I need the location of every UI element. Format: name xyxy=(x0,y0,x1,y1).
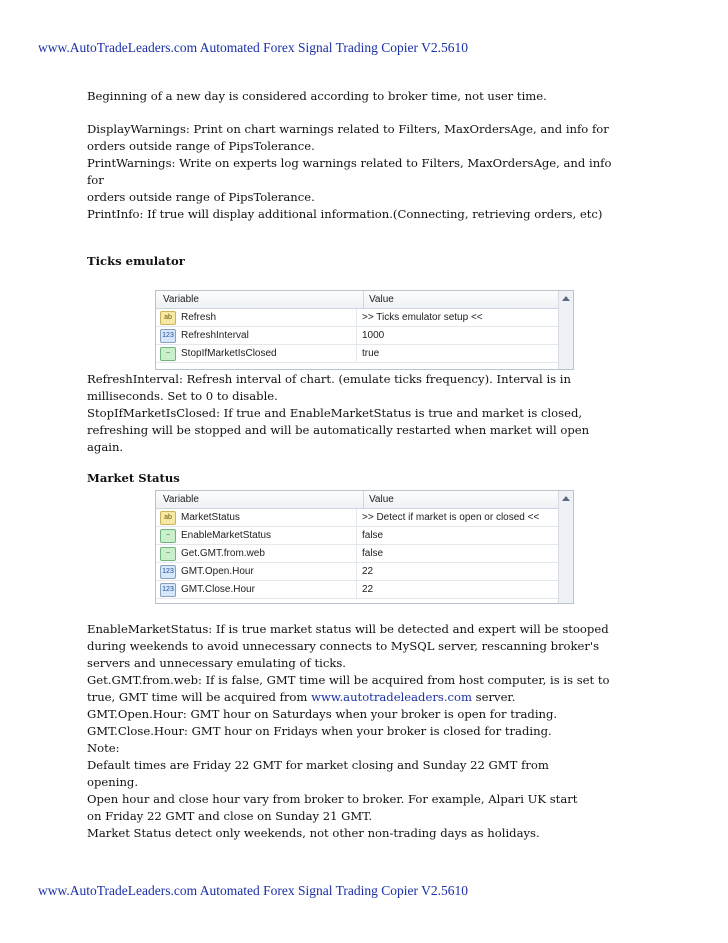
variable-name: RefreshInterval xyxy=(181,330,249,341)
variable-name: GMT.Close.Hour xyxy=(181,584,255,595)
grid-scrollbar[interactable] xyxy=(558,291,573,369)
string-type-icon: ab xyxy=(160,311,176,325)
bool-type-icon: ~ xyxy=(160,347,176,361)
grid-row-market-status[interactable] xyxy=(156,509,573,527)
text-line: StopIfMarketIsClosed: If true and EnableMarketStatus is true and market is closed, xyxy=(87,406,583,420)
text-line: Note: xyxy=(87,741,120,755)
variable-name: StopIfMarketIsClosed xyxy=(181,348,277,359)
text-line: refreshing will be stopped and will be automatically restarted when market will open xyxy=(87,423,590,437)
number-type-icon: 123 xyxy=(160,329,176,343)
variable-value[interactable]: 22 xyxy=(362,584,374,595)
text-segment: server. xyxy=(471,690,516,704)
string-type-icon: ab xyxy=(160,511,176,525)
text-line: DisplayWarnings: Print on chart warnings related to Filters, MaxOrdersAge, and info for xyxy=(87,122,609,136)
variable-name: Get.GMT.from.web xyxy=(181,548,265,559)
day-start-text: Beginning of a new day is considered according to broker time, not user time. xyxy=(87,89,547,103)
scroll-up-arrow-icon[interactable] xyxy=(562,496,570,501)
market-status-heading: Market Status xyxy=(87,471,180,485)
bool-type-icon: ~ xyxy=(160,529,176,543)
ticks-description xyxy=(87,371,647,456)
text-line: for xyxy=(87,173,104,187)
grid-header-row xyxy=(156,491,573,509)
grid-row-refresh-interval[interactable] xyxy=(156,327,573,345)
text-line: Get.GMT.from.web: If is false, GMT time will be acquired from host computer, is is set to xyxy=(87,673,610,687)
text-line: again. xyxy=(87,440,124,454)
text-line: Open hour and close hour vary from broker to broker. For example, Alpari UK start xyxy=(87,792,578,806)
text-line: orders outside range of PipsTolerance. xyxy=(87,190,315,204)
text-line: GMT.Open.Hour: GMT hour on Saturdays when your broker is open for trading. xyxy=(87,707,558,721)
variable-value[interactable]: false xyxy=(362,530,384,541)
market-description xyxy=(87,621,647,842)
page-header: www.AutoTradeLeaders.com Automated Forex Signal Trading Copier V2.5610 xyxy=(38,40,468,55)
warnings-block xyxy=(87,121,647,223)
column-header-variable[interactable]: Variable xyxy=(156,491,364,508)
text-line: orders outside range of PipsTolerance. xyxy=(87,139,315,153)
text-line: opening. xyxy=(87,775,139,789)
autotradeleaders-link[interactable]: www.autotradeleaders.com xyxy=(311,690,472,704)
variable-value[interactable]: >> Ticks emulator setup << xyxy=(362,312,483,323)
grid-row-get-gmt-from-web[interactable] xyxy=(156,545,573,563)
grid-row-gmt-open-hour[interactable] xyxy=(156,563,573,581)
variable-value[interactable]: false xyxy=(362,548,384,559)
market-settings-grid xyxy=(155,490,574,604)
variable-value[interactable]: 1000 xyxy=(362,330,385,341)
text-line: GMT.Close.Hour: GMT hour on Fridays when your broker is closed for trading. xyxy=(87,724,552,738)
variable-value[interactable]: true xyxy=(362,348,380,359)
ticks-emulator-heading: Ticks emulator xyxy=(87,254,185,268)
grid-row-gmt-close-hour[interactable] xyxy=(156,581,573,599)
grid-header-row xyxy=(156,291,573,309)
text-line: milliseconds. Set to 0 to disable. xyxy=(87,389,278,403)
ticks-settings-grid xyxy=(155,290,574,370)
text-line: on Friday 22 GMT and close on Sunday 21 GMT. xyxy=(87,809,373,823)
text-line: RefreshInterval: Refresh interval of chart. (emulate ticks frequency). Interval is in xyxy=(87,372,571,386)
number-type-icon: 123 xyxy=(160,565,176,579)
variable-value[interactable]: 22 xyxy=(362,566,374,577)
column-header-variable[interactable]: Variable xyxy=(156,291,364,308)
variable-name: Refresh xyxy=(181,312,217,323)
variable-value[interactable]: >> Detect if market is open or closed << xyxy=(362,512,540,523)
variable-name: GMT.Open.Hour xyxy=(181,566,254,577)
text-line: EnableMarketStatus: If is true market status will be detected and expert will be stooped xyxy=(87,622,609,636)
grid-row-stop-if-market-closed[interactable] xyxy=(156,345,573,363)
grid-row-refresh[interactable] xyxy=(156,309,573,327)
bool-type-icon: ~ xyxy=(160,547,176,561)
page-footer: www.AutoTradeLeaders.com Automated Forex Signal Trading Copier V2.5610 xyxy=(38,883,468,898)
text-line: PrintWarnings: Write on experts log warnings related to Filters, MaxOrdersAge, and info xyxy=(87,156,612,170)
grid-row-enable-market-status[interactable] xyxy=(156,527,573,545)
text-line-with-link xyxy=(87,689,647,706)
intro-paragraph xyxy=(87,88,647,105)
column-header-value[interactable]: Value xyxy=(369,294,394,305)
text-line: during weekends to avoid unnecessary connects to MySQL server, rescanning broker's xyxy=(87,639,600,653)
variable-name: MarketStatus xyxy=(181,512,240,523)
scroll-up-arrow-icon[interactable] xyxy=(562,296,570,301)
grid-scrollbar[interactable] xyxy=(558,491,573,603)
number-type-icon: 123 xyxy=(160,583,176,597)
text-line: Default times are Friday 22 GMT for market closing and Sunday 22 GMT from xyxy=(87,758,549,772)
text-line: servers and unnecessary emulating of ticks. xyxy=(87,656,346,670)
column-header-value[interactable]: Value xyxy=(369,494,394,505)
text-line: PrintInfo: If true will display additional information.(Connecting, retrieving orders, etc) xyxy=(87,207,603,221)
text-segment: true, GMT time will be acquired from xyxy=(87,690,312,704)
text-line: Market Status detect only weekends, not other non-trading days as holidays. xyxy=(87,826,540,840)
variable-name: EnableMarketStatus xyxy=(181,530,272,541)
